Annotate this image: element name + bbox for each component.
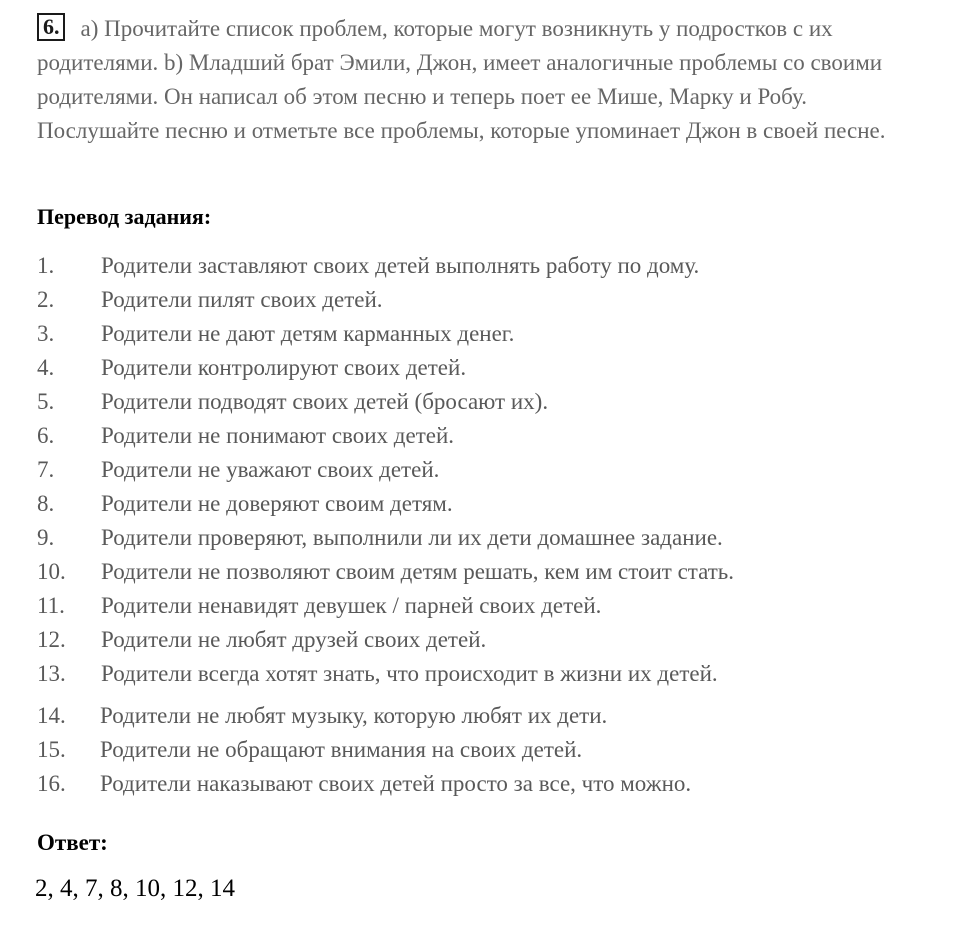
- answer-text: 2, 4, 7, 8, 10, 12, 14: [35, 875, 235, 902]
- list-item-number: 14.: [37, 703, 66, 728]
- list-item-text: Родители ненавидят девушек / парней своих детей.: [101, 593, 602, 618]
- translation-heading: Перевод задания:: [37, 204, 212, 229]
- list-item-text: Родители проверяют, выполнили ли их дети домашнее задание.: [101, 525, 723, 550]
- list-item-text: Родители не доверяют своим детям.: [101, 491, 453, 516]
- list-item: [37, 419, 734, 453]
- list-item: [37, 555, 734, 589]
- list-item-text: Родители не любят друзей своих детей.: [101, 627, 487, 652]
- list-item-text: Родители не дают детям карманных денег.: [101, 321, 515, 346]
- list-item-text: Родители не позволяют своим детям решать, кем им стоит стать.: [101, 559, 735, 584]
- list-item-number: 6.: [37, 423, 55, 448]
- list-item-number: 11.: [37, 593, 65, 618]
- list-item-number: 8.: [37, 491, 55, 516]
- list-item-number: 3.: [37, 321, 55, 346]
- list-item-text: Родители наказывают своих детей просто за все, что можно.: [100, 771, 692, 796]
- list-item-text: Родители контролируют своих детей.: [101, 355, 467, 380]
- list-item-text: Родители не понимают своих детей.: [101, 423, 455, 448]
- list-item: [37, 249, 734, 283]
- task-paragraph: [37, 12, 917, 148]
- list-item-number: 7.: [37, 457, 55, 482]
- list-item: [37, 733, 734, 767]
- list-item: [37, 385, 734, 419]
- list-item-number: 12.: [37, 627, 66, 652]
- list-item: [37, 487, 734, 521]
- list-item: [37, 623, 734, 657]
- task-number-badge: 6.: [37, 13, 65, 41]
- list-item-text: Родители всегда хотят знать, что происходит в жизни их детей.: [101, 661, 718, 686]
- list-item-number: 2.: [37, 287, 55, 312]
- task-text: a) Прочитайте список проблем, которые могут возникнуть у подростков с их родителями. b) Младший брат Эмили, Джон, имеет аналогичные проблемы со своими родителями. Он написал об этом песню и теперь поет ее Мише, Марку и Робу. Послушайте песню и отметьте все проблемы, которые упоминает Джон в своей песне.: [37, 16, 886, 143]
- list-item-number: 4.: [37, 355, 55, 380]
- list-item-text: Родители не любят музыку, которую любят их дети.: [100, 703, 608, 728]
- list-item: [37, 657, 734, 691]
- list-item: [37, 351, 734, 385]
- list-item-number: 16.: [37, 771, 66, 796]
- list-item: [37, 767, 734, 801]
- list-item-number: 13.: [37, 661, 66, 686]
- list-item-text: Родители не уважают своих детей.: [101, 457, 440, 482]
- list-item-text: Родители заставляют своих детей выполнять работу по дому.: [101, 253, 700, 278]
- answer-heading: Ответ:: [37, 830, 108, 855]
- list-item-number: 9.: [37, 525, 55, 550]
- list-item-text: Родители не обращают внимания на своих детей.: [100, 737, 583, 762]
- list-item-number: 1.: [37, 253, 55, 278]
- list-item-text: Родители пилят своих детей.: [101, 287, 383, 312]
- list-item: [37, 453, 734, 487]
- list-item-text: Родители подводят своих детей (бросают их).: [101, 389, 549, 414]
- translation-list: [37, 249, 734, 801]
- list-item: [37, 589, 734, 623]
- list-item: [37, 521, 734, 555]
- list-item: [37, 317, 734, 351]
- list-item: [37, 699, 734, 733]
- list-item-number: 15.: [37, 737, 66, 762]
- list-item-number: 10.: [37, 559, 66, 584]
- list-item-number: 5.: [37, 389, 55, 414]
- list-item: [37, 283, 734, 317]
